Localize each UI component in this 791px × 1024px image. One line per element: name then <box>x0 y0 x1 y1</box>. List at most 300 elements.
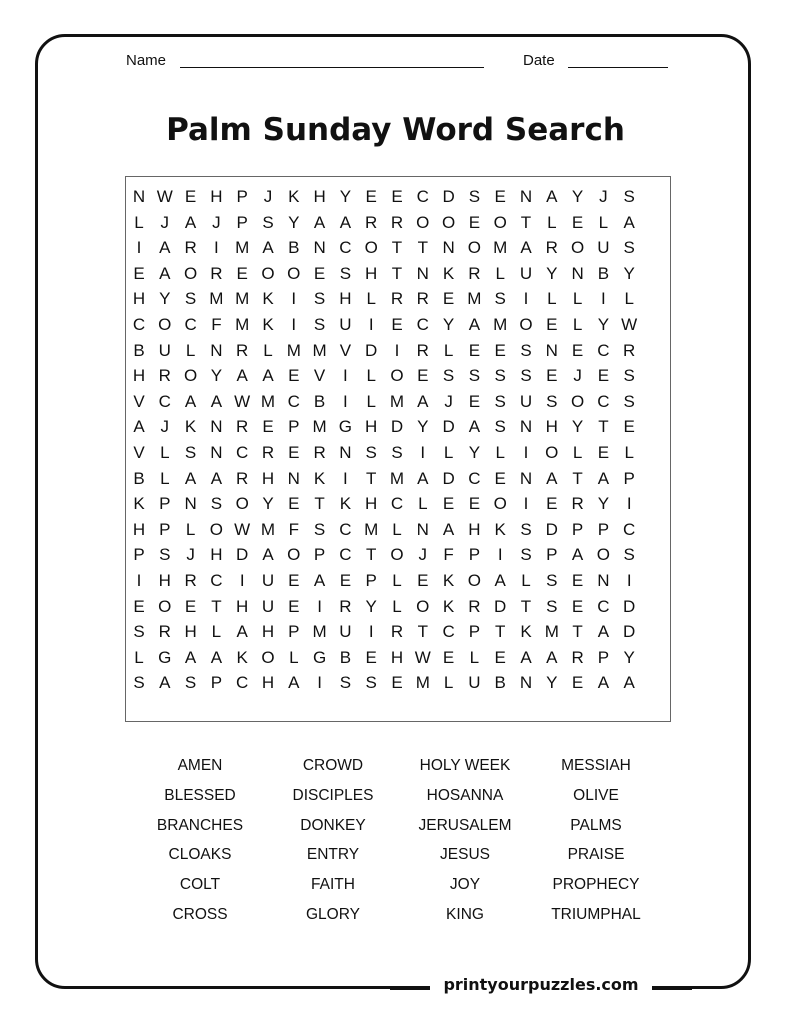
grid-letter[interactable]: E <box>339 571 352 590</box>
grid-letter[interactable]: Y <box>339 187 352 206</box>
grid-letter[interactable]: Y <box>597 494 610 514</box>
grid-letter[interactable]: L <box>495 443 505 462</box>
grid-letter[interactable]: E <box>494 340 506 360</box>
grid-letter[interactable]: A <box>623 673 635 693</box>
grid-letter[interactable]: E <box>365 187 377 206</box>
grid-letter[interactable]: R <box>210 263 223 283</box>
grid-letter[interactable]: L <box>521 571 531 590</box>
grid-letter[interactable]: J <box>160 212 170 232</box>
grid-letter[interactable]: D <box>494 596 507 616</box>
grid-letter[interactable]: T <box>520 212 532 232</box>
grid-letter[interactable]: S <box>520 340 532 360</box>
grid-letter[interactable]: B <box>133 468 145 488</box>
grid-letter[interactable]: H <box>545 417 558 437</box>
grid-letter[interactable]: M <box>260 519 276 539</box>
grid-letter[interactable]: O <box>390 366 404 386</box>
grid-letter[interactable]: N <box>571 263 584 283</box>
grid-letter[interactable]: I <box>626 571 632 590</box>
grid-letter[interactable]: N <box>519 187 533 206</box>
grid-letter[interactable]: L <box>443 673 454 693</box>
grid-letter[interactable]: K <box>262 315 274 334</box>
grid-letter[interactable]: S <box>159 545 171 565</box>
grid-letter[interactable]: L <box>366 289 376 309</box>
grid-letter[interactable]: K <box>442 263 455 283</box>
grid-letter[interactable]: I <box>136 238 142 258</box>
grid-letter[interactable]: O <box>416 596 430 616</box>
grid-letter[interactable]: L <box>160 443 170 462</box>
grid-letter[interactable]: T <box>417 622 428 642</box>
grid-letter[interactable]: C <box>597 340 610 360</box>
grid-letter[interactable]: E <box>417 571 429 590</box>
grid-letter[interactable]: V <box>133 391 145 411</box>
grid-letter[interactable]: A <box>262 366 274 386</box>
grid-letter[interactable]: A <box>520 238 532 258</box>
grid-letter[interactable]: H <box>132 519 146 539</box>
grid-letter[interactable]: O <box>390 545 404 565</box>
grid-letter[interactable]: O <box>519 315 533 334</box>
grid-letter[interactable]: M <box>493 315 508 334</box>
grid-letter[interactable]: W <box>234 519 251 539</box>
grid-letter[interactable]: C <box>597 596 610 616</box>
grid-letter[interactable]: T <box>572 468 583 488</box>
grid-letter[interactable]: S <box>313 289 326 309</box>
grid-letter[interactable]: S <box>262 212 274 232</box>
grid-letter[interactable]: S <box>623 366 635 386</box>
grid-letter[interactable]: L <box>572 289 583 309</box>
grid-letter[interactable]: Y <box>571 187 584 206</box>
grid-letter[interactable]: N <box>545 340 558 360</box>
letter-grid[interactable] <box>125 176 671 722</box>
grid-letter[interactable]: J <box>186 545 195 565</box>
grid-letter[interactable]: A <box>546 647 558 667</box>
grid-letter[interactable]: A <box>159 673 171 693</box>
grid-letter[interactable]: A <box>262 238 274 258</box>
grid-letter[interactable]: C <box>623 519 636 539</box>
grid-letter[interactable]: P <box>597 519 610 539</box>
grid-letter[interactable]: D <box>442 468 455 488</box>
grid-letter[interactable]: O <box>235 494 249 514</box>
grid-letter[interactable]: N <box>519 417 533 437</box>
grid-letter[interactable]: O <box>570 391 585 411</box>
grid-letter[interactable]: U <box>261 596 275 616</box>
grid-letter[interactable]: P <box>288 622 300 642</box>
grid-letter[interactable]: M <box>389 391 405 411</box>
grid-letter[interactable]: P <box>597 647 610 667</box>
grid-letter[interactable]: Y <box>288 212 300 232</box>
grid-letter[interactable]: P <box>468 622 481 642</box>
grid-letter[interactable]: S <box>184 673 197 693</box>
grid-letter[interactable]: J <box>263 187 273 206</box>
grid-letter[interactable]: E <box>442 289 455 309</box>
grid-letter[interactable]: I <box>601 289 606 309</box>
grid-letter[interactable]: T <box>520 596 532 616</box>
grid-letter[interactable]: E <box>288 571 300 590</box>
grid-letter[interactable]: M <box>235 289 250 309</box>
grid-letter[interactable]: O <box>364 238 378 258</box>
grid-letter[interactable]: M <box>467 289 482 309</box>
grid-letter[interactable]: N <box>184 494 197 514</box>
grid-letter[interactable]: P <box>236 187 248 206</box>
grid-letter[interactable]: S <box>623 187 635 206</box>
grid-letter[interactable]: O <box>158 596 172 616</box>
grid-letter[interactable]: I <box>317 673 322 693</box>
grid-letter[interactable]: L <box>443 340 454 360</box>
grid-letter[interactable]: S <box>391 443 403 462</box>
grid-letter[interactable]: G <box>338 417 352 437</box>
grid-letter[interactable]: Y <box>468 443 481 462</box>
grid-letter[interactable]: C <box>158 391 171 411</box>
grid-letter[interactable]: Y <box>623 647 635 667</box>
grid-letter[interactable]: S <box>210 494 223 514</box>
grid-letter[interactable]: O <box>493 494 507 514</box>
grid-letter[interactable]: C <box>339 545 352 565</box>
grid-letter[interactable]: O <box>596 545 610 565</box>
grid-letter[interactable]: S <box>133 673 145 693</box>
grid-letter[interactable]: N <box>416 519 429 539</box>
grid-letter[interactable]: R <box>416 340 429 360</box>
grid-letter[interactable]: H <box>236 596 249 616</box>
grid-letter[interactable]: A <box>468 417 481 437</box>
grid-letter[interactable]: H <box>210 545 223 565</box>
grid-letter[interactable]: A <box>417 468 429 488</box>
grid-letter[interactable]: O <box>209 519 223 539</box>
grid-letter[interactable]: S <box>494 391 506 411</box>
grid-letter[interactable]: E <box>571 673 584 693</box>
grid-letter[interactable]: E <box>288 494 300 514</box>
grid-letter[interactable]: S <box>184 443 197 462</box>
grid-letter[interactable]: A <box>184 391 197 411</box>
grid-letter[interactable]: I <box>523 443 529 462</box>
grid-letter[interactable]: S <box>442 366 455 386</box>
grid-letter[interactable]: M <box>312 417 327 437</box>
grid-letter[interactable]: E <box>417 366 429 386</box>
grid-letter[interactable]: E <box>494 187 506 206</box>
grid-letter[interactable]: I <box>523 494 529 514</box>
grid-letter[interactable]: A <box>417 391 429 411</box>
grid-letter[interactable]: R <box>416 289 429 309</box>
grid-letter[interactable]: G <box>312 647 327 667</box>
grid-letter[interactable]: H <box>261 673 275 693</box>
grid-letter[interactable]: M <box>235 238 250 258</box>
grid-letter[interactable]: U <box>261 571 275 590</box>
grid-letter[interactable]: S <box>468 187 481 206</box>
grid-letter[interactable]: Y <box>571 417 584 437</box>
grid-letter[interactable]: E <box>262 417 274 437</box>
grid-letter[interactable]: E <box>494 468 506 488</box>
grid-letter[interactable]: B <box>133 340 145 360</box>
grid-letter[interactable]: R <box>236 340 249 360</box>
grid-letter[interactable]: C <box>339 238 352 258</box>
grid-letter[interactable]: P <box>133 545 145 565</box>
grid-letter[interactable]: P <box>236 212 248 232</box>
grid-letter[interactable]: E <box>391 315 403 334</box>
grid-letter[interactable]: L <box>185 519 196 539</box>
grid-letter[interactable]: H <box>184 622 197 642</box>
grid-letter[interactable]: O <box>441 212 456 232</box>
grid-letter[interactable]: L <box>624 443 634 462</box>
grid-letter[interactable]: S <box>520 519 532 539</box>
grid-letter[interactable]: A <box>597 468 610 488</box>
grid-letter[interactable]: A <box>159 238 171 258</box>
grid-letter[interactable]: R <box>390 622 404 642</box>
grid-letter[interactable]: A <box>623 212 635 232</box>
grid-letter[interactable]: Y <box>365 596 377 616</box>
grid-letter[interactable]: T <box>494 622 506 642</box>
grid-letter[interactable]: U <box>519 263 533 283</box>
grid-letter[interactable]: Y <box>417 417 429 437</box>
grid-letter[interactable]: M <box>312 622 327 642</box>
grid-letter[interactable]: Y <box>623 263 635 283</box>
grid-letter[interactable]: P <box>159 519 171 539</box>
grid-letter[interactable]: A <box>442 519 455 539</box>
grid-letter[interactable]: E <box>184 187 197 206</box>
grid-letter[interactable]: H <box>158 571 171 590</box>
grid-letter[interactable]: R <box>184 571 197 590</box>
grid-letter[interactable]: U <box>158 340 171 360</box>
grid-letter[interactable]: L <box>366 391 376 411</box>
grid-letter[interactable]: A <box>313 212 326 232</box>
grid-letter[interactable]: M <box>544 622 559 642</box>
grid-letter[interactable]: L <box>134 212 144 232</box>
grid-letter[interactable]: V <box>133 443 145 462</box>
grid-letter[interactable]: H <box>132 289 146 309</box>
grid-letter[interactable]: M <box>209 289 224 309</box>
grid-letter[interactable]: T <box>211 596 222 616</box>
grid-letter[interactable]: L <box>469 647 480 667</box>
grid-letter[interactable]: E <box>468 391 481 411</box>
grid-letter[interactable]: T <box>314 494 325 514</box>
grid-letter[interactable]: K <box>236 647 248 667</box>
grid-letter[interactable]: N <box>442 238 455 258</box>
grid-letter[interactable]: A <box>184 212 197 232</box>
grid-letter[interactable]: S <box>546 391 558 411</box>
grid-letter[interactable]: M <box>493 238 508 258</box>
grid-letter[interactable]: E <box>571 596 584 616</box>
grid-letter[interactable]: W <box>414 647 431 667</box>
grid-letter[interactable]: E <box>184 596 197 616</box>
grid-letter[interactable]: A <box>313 571 326 590</box>
grid-letter[interactable]: U <box>468 673 481 693</box>
grid-letter[interactable]: N <box>416 263 429 283</box>
grid-letter[interactable]: K <box>494 519 506 539</box>
grid-letter[interactable]: I <box>343 468 348 488</box>
grid-letter[interactable]: E <box>623 417 635 437</box>
grid-letter[interactable]: I <box>214 238 219 258</box>
grid-letter[interactable]: F <box>211 315 222 334</box>
grid-letter[interactable]: H <box>390 647 404 667</box>
grid-letter[interactable]: L <box>495 263 505 283</box>
grid-letter[interactable]: L <box>160 468 170 488</box>
grid-letter[interactable]: A <box>546 187 558 206</box>
grid-letter[interactable]: N <box>519 673 533 693</box>
grid-letter[interactable]: O <box>287 545 301 565</box>
grid-letter[interactable]: S <box>494 366 506 386</box>
grid-letter[interactable]: A <box>236 366 248 386</box>
grid-letter[interactable]: A <box>288 673 300 693</box>
name-field[interactable] <box>180 67 484 68</box>
grid-letter[interactable]: A <box>210 468 223 488</box>
grid-letter[interactable]: R <box>236 417 249 437</box>
grid-letter[interactable]: E <box>597 443 610 462</box>
grid-letter[interactable]: O <box>416 212 430 232</box>
grid-letter[interactable]: H <box>210 187 223 206</box>
grid-letter[interactable]: O <box>287 263 301 283</box>
grid-letter[interactable]: N <box>210 340 223 360</box>
grid-letter[interactable]: L <box>185 340 196 360</box>
grid-letter[interactable]: U <box>339 315 352 334</box>
grid-letter[interactable]: H <box>261 622 275 642</box>
grid-letter[interactable]: F <box>288 519 299 539</box>
grid-letter[interactable]: T <box>391 238 403 258</box>
grid-letter[interactable]: T <box>365 545 377 565</box>
grid-letter[interactable]: K <box>520 622 532 642</box>
grid-letter[interactable]: R <box>390 289 404 309</box>
grid-letter[interactable]: S <box>623 545 635 565</box>
grid-letter[interactable]: E <box>468 340 481 360</box>
grid-letter[interactable]: A <box>210 647 223 667</box>
grid-letter[interactable]: Y <box>546 673 558 693</box>
grid-letter[interactable]: N <box>519 468 533 488</box>
grid-letter[interactable]: E <box>365 647 377 667</box>
grid-letter[interactable]: L <box>624 289 634 309</box>
grid-letter[interactable]: P <box>468 545 481 565</box>
grid-letter[interactable]: E <box>133 263 145 283</box>
grid-letter[interactable]: L <box>263 340 273 360</box>
grid-letter[interactable]: Y <box>210 366 223 386</box>
grid-letter[interactable]: L <box>392 571 402 590</box>
grid-letter[interactable]: K <box>442 571 455 590</box>
grid-letter[interactable]: N <box>210 443 223 462</box>
grid-letter[interactable]: S <box>520 545 532 565</box>
grid-letter[interactable]: E <box>133 596 145 616</box>
grid-letter[interactable]: E <box>442 494 455 514</box>
grid-letter[interactable]: C <box>236 673 249 693</box>
grid-letter[interactable]: M <box>389 468 405 488</box>
grid-letter[interactable]: S <box>494 417 506 437</box>
grid-letter[interactable]: L <box>443 443 454 462</box>
grid-letter[interactable]: D <box>442 417 455 437</box>
grid-letter[interactable]: L <box>598 212 609 232</box>
grid-letter[interactable]: V <box>313 366 326 386</box>
grid-letter[interactable]: T <box>598 417 609 437</box>
grid-letter[interactable]: S <box>365 443 377 462</box>
grid-letter[interactable]: A <box>546 468 558 488</box>
grid-letter[interactable]: H <box>365 417 378 437</box>
grid-letter[interactable]: Y <box>597 315 610 334</box>
grid-letter[interactable]: S <box>546 596 558 616</box>
grid-letter[interactable]: S <box>494 289 506 309</box>
grid-letter[interactable]: G <box>158 647 172 667</box>
grid-letter[interactable]: E <box>546 366 558 386</box>
grid-letter[interactable]: T <box>365 468 377 488</box>
grid-letter[interactable]: O <box>570 238 585 258</box>
grid-letter[interactable]: F <box>443 545 454 565</box>
grid-letter[interactable]: S <box>184 289 197 309</box>
grid-letter[interactable]: A <box>597 622 610 642</box>
grid-letter[interactable]: M <box>312 340 327 360</box>
grid-letter[interactable]: T <box>417 238 428 258</box>
grid-letter[interactable]: L <box>392 519 402 539</box>
grid-letter[interactable]: E <box>391 673 403 693</box>
grid-letter[interactable]: E <box>313 263 326 283</box>
grid-letter[interactable]: J <box>599 187 608 206</box>
grid-letter[interactable]: B <box>597 263 610 283</box>
grid-letter[interactable]: E <box>468 494 481 514</box>
grid-letter[interactable]: S <box>546 571 558 590</box>
grid-letter[interactable]: A <box>339 212 352 232</box>
grid-letter[interactable]: E <box>288 443 300 462</box>
grid-letter[interactable]: R <box>236 468 249 488</box>
grid-letter[interactable]: S <box>133 622 145 642</box>
grid-letter[interactable]: C <box>416 315 429 334</box>
grid-letter[interactable]: A <box>571 545 584 565</box>
grid-letter[interactable]: R <box>571 647 584 667</box>
grid-letter[interactable]: Y <box>442 315 455 334</box>
grid-letter[interactable]: K <box>339 494 352 514</box>
grid-letter[interactable]: W <box>621 315 638 334</box>
grid-letter[interactable]: O <box>158 315 172 334</box>
grid-letter[interactable]: Y <box>262 494 274 514</box>
grid-letter[interactable]: E <box>571 212 584 232</box>
grid-letter[interactable]: D <box>545 519 558 539</box>
grid-letter[interactable]: I <box>368 315 374 334</box>
grid-letter[interactable]: L <box>134 647 144 667</box>
grid-letter[interactable]: R <box>261 443 275 462</box>
grid-letter[interactable]: E <box>236 263 248 283</box>
grid-letter[interactable]: S <box>313 519 326 539</box>
grid-letter[interactable]: P <box>313 545 326 565</box>
grid-letter[interactable]: R <box>623 340 636 360</box>
grid-letter[interactable]: T <box>391 263 403 283</box>
grid-letter[interactable]: O <box>467 571 481 590</box>
grid-letter[interactable]: W <box>234 391 251 411</box>
grid-letter[interactable]: C <box>287 391 300 411</box>
grid-letter[interactable]: I <box>317 596 322 616</box>
grid-letter[interactable]: Y <box>159 289 171 309</box>
grid-letter[interactable]: D <box>390 417 404 437</box>
grid-letter[interactable]: L <box>211 622 222 642</box>
grid-letter[interactable]: U <box>519 391 533 411</box>
grid-letter[interactable]: R <box>313 443 326 462</box>
grid-letter[interactable]: E <box>468 212 481 232</box>
grid-letter[interactable]: H <box>365 263 378 283</box>
grid-letter[interactable]: A <box>262 545 274 565</box>
grid-letter[interactable]: I <box>368 622 374 642</box>
grid-letter[interactable]: O <box>467 238 481 258</box>
grid-letter[interactable]: I <box>136 571 142 590</box>
grid-letter[interactable]: H <box>132 366 146 386</box>
grid-letter[interactable]: A <box>184 468 197 488</box>
grid-letter[interactable]: S <box>339 673 352 693</box>
grid-letter[interactable]: C <box>468 468 481 488</box>
grid-letter[interactable]: E <box>597 366 610 386</box>
grid-letter[interactable]: R <box>158 366 171 386</box>
grid-letter[interactable]: K <box>442 596 455 616</box>
grid-letter[interactable]: O <box>261 263 275 283</box>
grid-letter[interactable]: R <box>468 596 481 616</box>
grid-letter[interactable]: N <box>210 417 223 437</box>
grid-letter[interactable]: M <box>415 673 430 693</box>
grid-letter[interactable]: P <box>365 571 377 590</box>
grid-letter[interactable]: P <box>571 519 584 539</box>
grid-letter[interactable]: E <box>494 647 506 667</box>
grid-letter[interactable]: D <box>365 340 378 360</box>
grid-letter[interactable]: C <box>236 443 249 462</box>
grid-letter[interactable]: T <box>572 622 583 642</box>
grid-letter[interactable]: C <box>597 391 610 411</box>
grid-letter[interactable]: W <box>156 187 173 206</box>
grid-letter[interactable]: I <box>420 443 426 462</box>
